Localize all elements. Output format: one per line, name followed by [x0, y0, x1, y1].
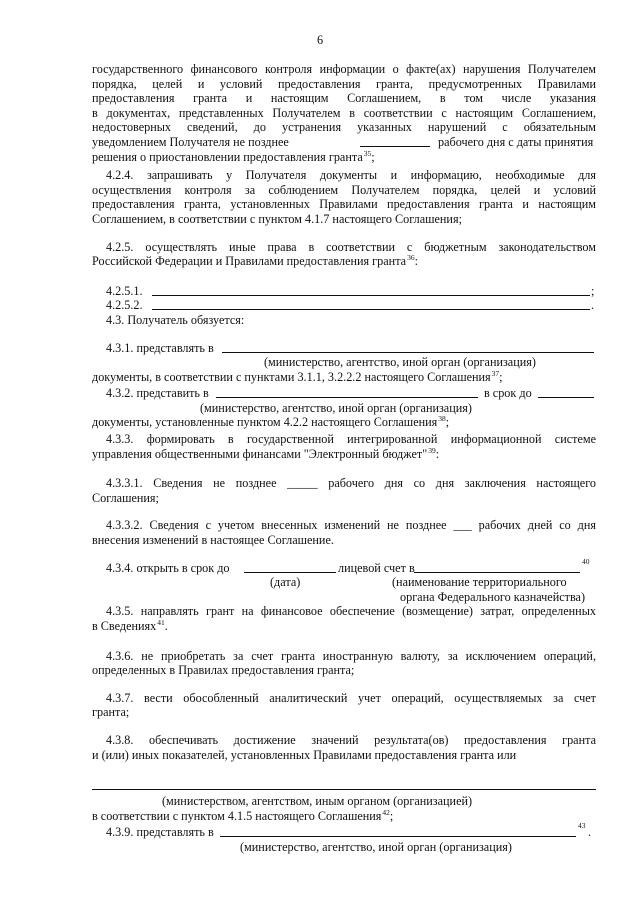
text-line: Соглашением, в соответствии с пунктом 4.1.7 настоящего Соглашения; [92, 211, 462, 226]
text-fragment: 4.3.4. открыть в срок до [106, 560, 230, 575]
text-fragment: управления общественными финансами "Электронный бюджет" [92, 446, 428, 461]
text-line: 4.2.5. осуществлять иные права в соответствии с бюджетным законодательством [106, 239, 596, 254]
text-line: в Сведениях$^{41}$. [92, 619, 168, 633]
spacer [92, 762, 596, 776]
blank-field [244, 561, 336, 573]
text-fragment: 4.3.9. представлять в [106, 825, 214, 840]
text-line: 4.3.7. вести обособленный аналитический учет операций, осуществляемых за счет [106, 690, 596, 705]
item-4-3-9: 4.3.9. представлять в 43 . [106, 821, 592, 840]
paragraph-4-3-7 [92, 691, 596, 720]
paragraph-4-2-4 [92, 168, 596, 226]
paragraph-4-3-5 [92, 604, 596, 635]
text-line: Соглашения; [92, 490, 159, 505]
item-number: 4.2.5.2. [106, 298, 143, 313]
paragraph-4-3-3 [92, 432, 596, 463]
caption-row [92, 840, 596, 855]
blank-field [360, 135, 430, 147]
footnote-ref: 35 [363, 149, 372, 158]
text-fragment: Российской Федерации и Правилами предоставления гранта [92, 254, 407, 269]
text-line: в документах, представленных Получателем в соответствии с настоящим Соглашением, [92, 105, 596, 120]
paragraph-4-3-3-2 [92, 518, 596, 547]
text-line [92, 135, 596, 150]
blank-field [538, 386, 594, 398]
caption-row [92, 355, 596, 370]
text-line: документы, установленные пунктом 4.2.2 настоящего Соглашения$^{38}$; [92, 415, 450, 430]
footnote-ref: 36 [407, 254, 415, 263]
text-fragment: 4.3.2. представить в [106, 386, 209, 401]
text-fragment: в срок до [484, 386, 532, 401]
field-caption: (министерство, агентство, иной орган (организация) [264, 355, 536, 370]
paragraph-4-3: 4.3. Получатель обязуется: [106, 312, 245, 327]
blank-field [414, 561, 580, 573]
text-fragment: документы, установленные пунктом 4.2.2 настоящего Соглашения [92, 415, 438, 430]
text-line: 4.3.8. обеспечивать достижение значений результата(ов) предоставления гранта [106, 732, 596, 747]
text-line: 4.3.3.1. Сведения не позднее _____ рабочего дня со дня заключения настоящего [106, 476, 596, 491]
field-caption: (министерство, агентство, иной орган (организация) [240, 839, 512, 854]
item-number: 4.2.5.1. [106, 283, 143, 298]
text-fragment: в соответствии с пунктом 4.1.5 настоящего Соглашения [92, 808, 382, 823]
field-caption: (министерством, агентством, иным органом (организацией) [162, 794, 473, 809]
text-line: осуществления контроля за соблюдением Получателем порядка, целей и условий [92, 182, 596, 197]
blank-field [216, 386, 478, 398]
text-line: определенных в Правилах предоставления гранта; [92, 663, 355, 678]
field-caption: (министерство, агентство, иной орган (организация) [200, 400, 472, 415]
text-line: документы, в соответствии с пунктами 3.1.1, 3.2.2.2 настоящего Соглашения$^{37}$; [92, 369, 503, 384]
text-line: внесения изменений в настоящее Соглашение. [92, 533, 334, 548]
text-fragment: рабочего дня с даты принятия [438, 134, 594, 149]
item-4-2-5-1: 4.2.5.1. ; [106, 283, 595, 298]
text-line: решения о приостановлении предоставления гранта$^{35}$; [92, 149, 375, 164]
caption-row [92, 575, 596, 590]
caption-row [92, 590, 596, 605]
document-body [92, 62, 596, 855]
text-fragment: 4.3.1. представлять в [106, 340, 214, 355]
paragraph-4-3-6 [92, 649, 596, 678]
text-fragment: уведомлением Получателя не позднее [92, 134, 289, 149]
footnote-ref: 42 [382, 808, 390, 817]
footnote-ref: 39 [428, 446, 436, 455]
text-line: управления общественными финансами "Электронный бюджет"$^{39}$: [92, 446, 440, 461]
paragraph-4-3-8 [92, 733, 596, 762]
text-line: 4.3.6. не приобретать за счет гранта иностранную валюту, за исключением операций, [106, 648, 596, 663]
item-4-3-2 [92, 386, 596, 401]
text-fragment: лицевой счет в [338, 560, 415, 575]
footnote-ref: 40 [582, 556, 590, 566]
text-line: Российской Федерации и Правилами предоставления гранта$^{36}$: [92, 254, 418, 269]
text-fragment: в Сведениях [92, 619, 157, 633]
item-4-2-5-2: 4.2.5.2. . [106, 298, 595, 313]
text-line: и (или) иных показателей, установленных Правилами предоставления гранта или [92, 747, 517, 762]
text-line: порядка, целей и условий предоставления гранта, предусмотренных Правилами [92, 76, 596, 91]
blank-field [152, 298, 590, 310]
item-4-3-1 [92, 341, 596, 356]
text-fragment: документы, в соответствии с пунктами 3.1.1, 3.2.2.2 настоящего Соглашения [92, 369, 491, 384]
text-line: предоставления гранта, установленных Правилами предоставления гранта и настоящим [92, 197, 596, 212]
caption-row [92, 401, 596, 416]
caption-row [92, 794, 596, 809]
text-line: 4.3.3.2. Сведения с учетом внесенных изменений не позднее ___ рабочих дней со дня [106, 518, 596, 533]
footnote-ref: 41 [157, 619, 165, 627]
field-caption: (дата) [270, 575, 301, 590]
blank-field [220, 825, 576, 837]
text-line: гранта; [92, 705, 130, 720]
blank-field [222, 341, 594, 353]
text-line: 4.2.4. запрашивать у Получателя документы и информацию, необходимые для [106, 168, 596, 183]
page-number: 6 [316, 33, 324, 47]
blank-field [152, 284, 590, 296]
text-line: 4.3.3. формировать в государственной интегрированной информационной системе [106, 432, 596, 447]
text-line: 4.3.5. направлять грант на финансовое обеспечение (возмещение) затрат, определенных [106, 604, 596, 619]
text-line: в соответствии с пунктом 4.1.5 настоящего Соглашения$^{42}$; [92, 808, 394, 823]
paragraph-4-2-5 [92, 240, 596, 271]
footnote-ref: 37 [491, 369, 500, 378]
text-line: недостоверных сведений, до устранения указанных нарушений с обязательным [92, 120, 596, 135]
paragraph-continuation [92, 62, 596, 166]
text-line: предоставления гранта и настоящим Соглашением, в том числе указания [92, 91, 596, 106]
text-fragment: решения о приостановлении предоставления гранта [92, 149, 363, 164]
paragraph-4-3-3-1 [92, 476, 596, 505]
field-caption: (наименование территориального [392, 575, 567, 590]
footnote-ref: 38 [438, 415, 446, 424]
text-line: государственного финансового контроля информации о факте(ах) нарушения Получателем [92, 62, 596, 76]
blank-field [92, 776, 596, 790]
field-caption: органа Федерального казначейства) [400, 589, 586, 604]
item-4-3-4 [92, 556, 596, 576]
footnote-ref: 43 [578, 821, 586, 831]
